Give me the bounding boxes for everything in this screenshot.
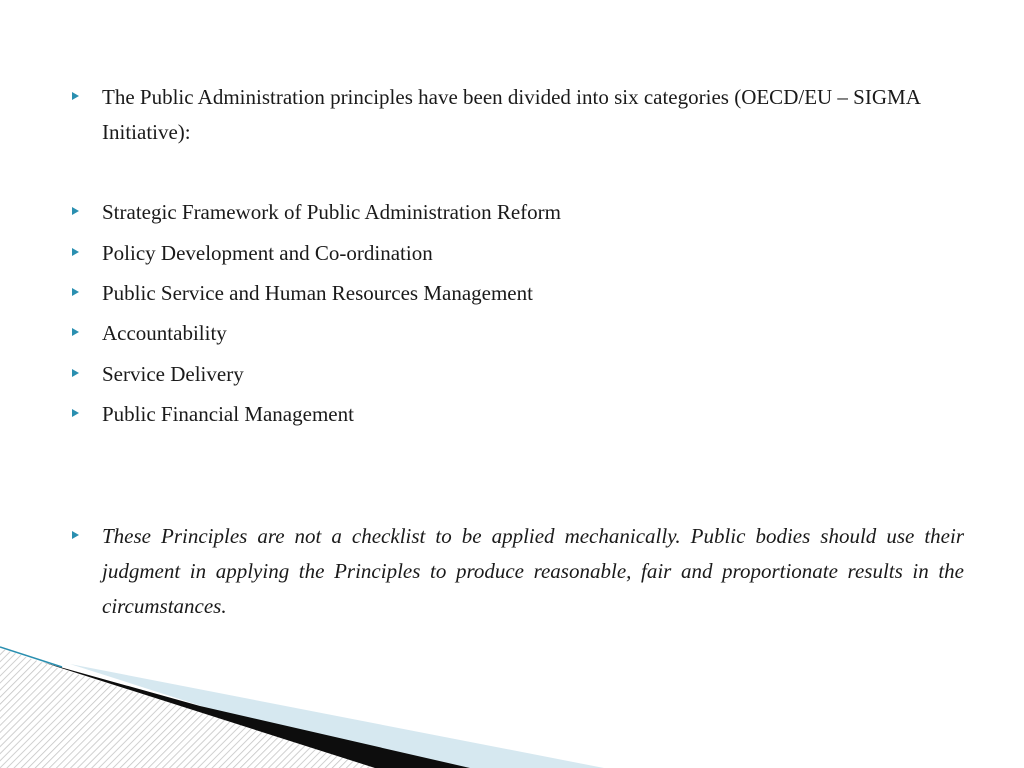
bullet-arrow-icon: [72, 248, 79, 256]
bullet-text: Strategic Framework of Public Administration Reform: [102, 200, 562, 224]
bullet-text: Public Service and Human Resources Management: [102, 281, 533, 305]
bullet-text: Policy Development and Co-ordination: [102, 241, 433, 265]
bullet-arrow-icon: [72, 409, 79, 417]
bullet-strategic-framework: [72, 195, 964, 230]
bullet-arrow-icon: [72, 369, 79, 377]
bullet-text: Service Delivery: [102, 362, 244, 386]
bullet-text: These Principles are not a checklist to be applied mechanically. Public bodies should use their judgment in applying the Principles to produce reasonable, fair and proportionate results in the circumstances.: [102, 524, 964, 618]
footer-decoration: [0, 640, 1024, 768]
bullet-text: Public Financial Management: [102, 402, 354, 426]
bullet-intro: [72, 80, 964, 150]
bullet-arrow-icon: [72, 288, 79, 296]
bullet-arrow-icon: [72, 207, 79, 215]
bullet-accountability: [72, 316, 964, 351]
bullet-public-financial-management: [72, 397, 964, 432]
bullet-text: The Public Administration principles have been divided into six categories (OECD/EU – SIGMA Initiative):: [102, 85, 920, 144]
bullet-arrow-icon: [72, 531, 79, 539]
bullet-policy-development: [72, 236, 964, 271]
bullet-arrow-icon: [72, 92, 79, 100]
bullet-arrow-icon: [72, 328, 79, 336]
bullet-principles-note: [72, 519, 964, 624]
bullet-service-delivery: [72, 357, 964, 392]
bullet-text: Accountability: [102, 321, 227, 345]
bullet-public-service-hr: [72, 276, 964, 311]
